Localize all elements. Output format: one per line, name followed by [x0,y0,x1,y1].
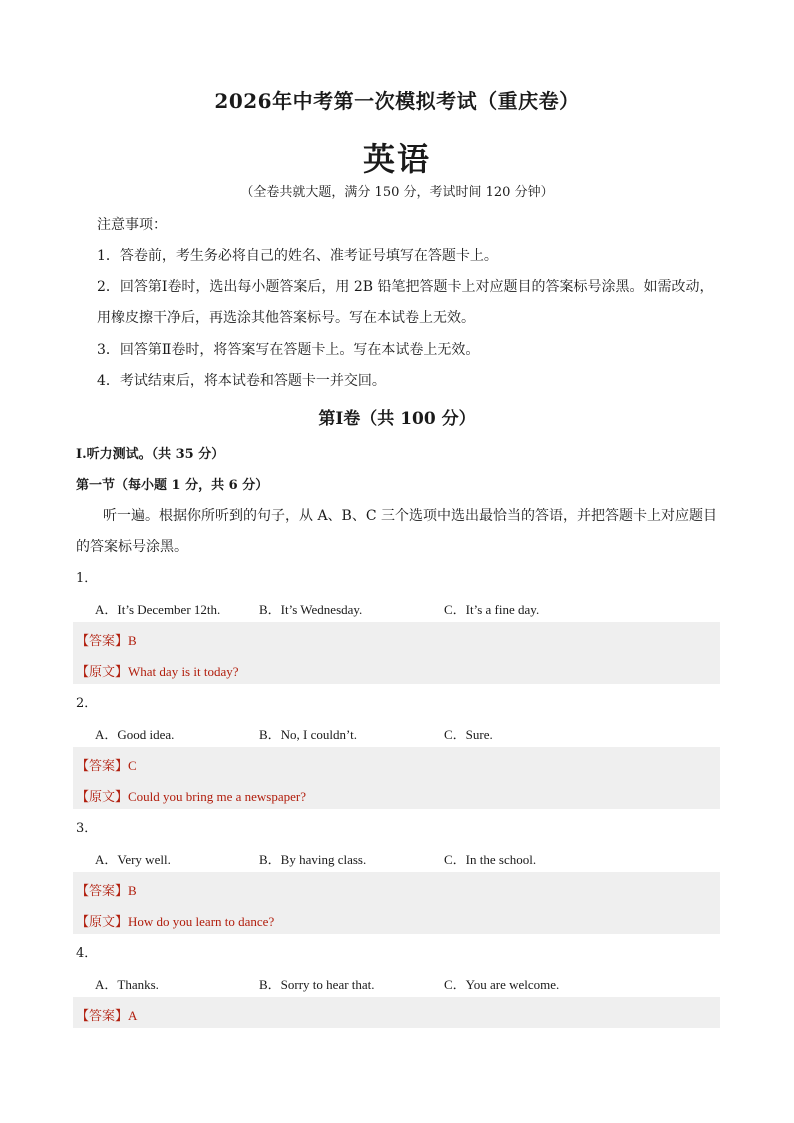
option-c: C．You are welcome. [444,977,560,992]
answer-line [76,1005,137,1024]
option-b: B．Sorry to hear that. [259,977,375,992]
answer-label: 【答案】 [76,1008,129,1023]
option-a: A．Thanks. [95,977,159,992]
notice-item-2: 2．回答第Ⅰ卷时，选出每小题答案后，用 2B 铅笔把答题卡上对应题目的答案标号涂黑。如需改动， [97,279,714,295]
notice-heading: 注意事项： [97,217,167,233]
original-text: Could you bring me a newspaper? [128,789,306,804]
option-a: A．Good idea. [95,727,175,742]
option-c: C．Sure. [444,727,493,742]
answer-label: 【答案】 [76,883,129,898]
option-c: C．In the school. [444,852,537,867]
question-number: 3． [76,821,98,836]
exam-title: 2026年中考第一次模拟考试（重庆卷） [214,89,580,113]
question-number: 4． [76,946,98,961]
answer-label: 【答案】 [76,758,129,773]
notice-item-4: 4．考试结束后，将本试卷和答题卡一并交回。 [97,373,386,389]
option-b: B．By having class. [259,852,367,867]
answer-box [73,997,720,1028]
option-a: A．Very well. [95,852,171,867]
original-line [76,911,274,930]
original-label: 【原文】 [76,914,129,929]
original-line [76,661,238,680]
answer-line [76,755,137,774]
score-info: （全卷共就大题，满分 150 分，考试时间 120 分钟） [240,185,554,200]
answer-value: A [128,1008,138,1023]
notice-item-1: 1．答卷前，考生务必将自己的姓名、准考证号填写在答题卡上。 [97,248,498,264]
option-c: C．It’s a fine day. [444,602,540,617]
subject-title: 英语 [362,140,431,178]
option-b: B．No, I couldn’t. [259,727,357,742]
original-text: How do you learn to dance? [128,914,275,929]
option-b: B．It’s Wednesday. [259,602,363,617]
notice-item-2-cont: 用橡皮擦干净后，再选涂其他答案标号。写在本试卷上无效。 [97,310,475,326]
part-title: 第Ⅰ卷（共 100 分） [318,409,476,429]
answer-value: B [128,633,137,648]
option-a: A．It’s December 12th. [95,602,221,617]
subsection-heading: 第一节（每小题 1 分，共 6 分） [76,478,269,493]
original-line [76,786,306,805]
question-number: 2． [76,696,98,711]
original-text: What day is it today? [128,664,239,679]
answer-value: C [128,758,137,773]
instruction-text: 听一遍。根据你所听到的句子，从 A、B、C 三个选项中选出最恰当的答语，并把答题卡上对应题目 [103,508,718,524]
original-label: 【原文】 [76,664,129,679]
notice-item-3: 3．回答第Ⅱ卷时，将答案写在答题卡上。写在本试卷上无效。 [97,342,480,358]
section-heading: I.听力测试。（共 35 分） [76,447,225,462]
instruction-text-cont: 的答案标号涂黑。 [76,539,188,555]
question-number: 1． [76,571,98,586]
answer-line [76,880,137,899]
original-label: 【原文】 [76,789,129,804]
answer-label: 【答案】 [76,633,129,648]
answer-value: B [128,883,137,898]
answer-line [76,630,137,649]
